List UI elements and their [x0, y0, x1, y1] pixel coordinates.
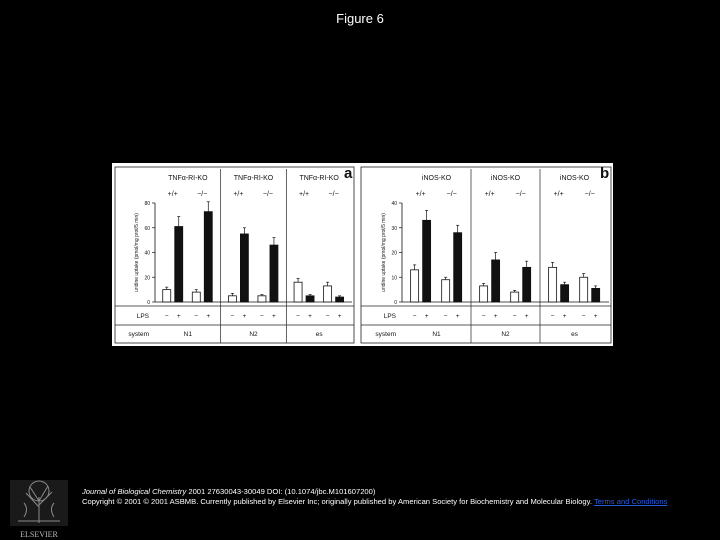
lps-mark: − — [296, 313, 300, 320]
bar — [228, 296, 236, 302]
elsevier-wordmark: ELSEVIER — [20, 530, 58, 539]
genotype-label: +/+ — [484, 191, 495, 198]
genotype-label: −/− — [446, 191, 457, 198]
lps-mark: + — [562, 313, 567, 320]
genotype-label: +/+ — [299, 191, 310, 198]
bar — [192, 292, 200, 302]
lps-mark: − — [443, 313, 448, 320]
genotype-label: +/+ — [233, 191, 244, 198]
lps-mark: + — [455, 313, 460, 320]
y-tick-label: 0 — [394, 300, 397, 306]
citation-journal: Journal of Biological Chemistry — [82, 487, 187, 496]
bar — [580, 277, 588, 302]
system-label: N1 — [432, 331, 441, 338]
y-tick-label: 40 — [391, 201, 397, 207]
citation-block — [82, 487, 702, 506]
lps-row-label: LPS — [383, 313, 396, 320]
group-header: TNFα-RI-KO — [233, 175, 274, 182]
bar — [523, 267, 531, 302]
y-tick-label: 10 — [391, 275, 397, 282]
bar — [411, 270, 419, 302]
y-tick-label: 40 — [144, 250, 150, 257]
bar — [294, 282, 302, 302]
figure-svg — [112, 163, 613, 346]
lps-mark: + — [524, 313, 529, 320]
genotype-label: +/+ — [553, 191, 564, 198]
bar — [324, 286, 332, 302]
lps-mark: + — [206, 313, 211, 320]
system-row-label: system — [128, 331, 149, 338]
bar — [492, 260, 500, 302]
panel-letter: b — [600, 165, 610, 182]
lps-mark: + — [424, 313, 429, 320]
genotype-label: −/− — [197, 191, 208, 198]
lps-mark: − — [412, 313, 417, 320]
lps-mark: − — [512, 313, 517, 320]
bar — [258, 296, 266, 302]
system-label: N2 — [249, 331, 258, 338]
bar — [561, 285, 569, 302]
figure-image — [112, 163, 613, 346]
citation-copyright: Copyright © 2001 © 2001 ASBMB. Currently published by Elsevier Inc; originally published by American Society for Biochemistry and Molecular Biology. — [82, 496, 592, 506]
lps-mark: − — [581, 313, 586, 320]
panel-letter: a — [344, 165, 353, 182]
genotype-label: +/+ — [167, 191, 178, 198]
y-tick-label: 0 — [147, 300, 150, 306]
citation-ref: 2001 27630043-30049 DOI: (10.1074/jbc.M101607200) — [186, 487, 376, 496]
genotype-label: −/− — [262, 191, 274, 198]
y-tick-label: 20 — [144, 275, 150, 282]
system-label: es — [571, 331, 578, 338]
y-axis-label: uridine uptake (pmol/mg prot/5 min) — [134, 213, 140, 292]
group-header: iNOS-KO — [421, 175, 452, 182]
y-tick-label: 30 — [391, 225, 397, 232]
y-tick-label: 20 — [391, 250, 397, 257]
system-label: N1 — [183, 331, 192, 338]
bar — [423, 220, 431, 302]
lps-mark: + — [493, 313, 498, 320]
genotype-label: −/− — [328, 191, 339, 198]
lps-mark: + — [176, 313, 181, 320]
genotype-label: −/− — [584, 191, 595, 198]
group-header: iNOS-KO — [559, 175, 590, 182]
group-header: TNFα-RI-KO — [299, 175, 339, 182]
lps-mark: − — [325, 313, 330, 320]
elsevier-logo — [4, 477, 74, 540]
lps-mark: − — [230, 313, 235, 320]
lps-mark: + — [337, 313, 342, 320]
lps-mark: + — [272, 313, 276, 320]
bar — [270, 245, 278, 302]
bar — [240, 234, 248, 302]
lps-row-label: LPS — [136, 313, 149, 320]
bar — [480, 286, 488, 302]
bar — [204, 212, 212, 302]
bar — [592, 288, 600, 302]
y-tick-label: 80 — [144, 201, 150, 207]
lps-mark: − — [260, 313, 264, 320]
lps-mark: + — [593, 313, 598, 320]
genotype-label: −/− — [515, 191, 526, 198]
y-tick-label: 60 — [144, 225, 150, 232]
lps-mark: − — [481, 313, 486, 320]
group-header: iNOS-KO — [490, 175, 521, 182]
bar — [163, 290, 171, 302]
genotype-label: +/+ — [415, 191, 426, 198]
bar — [336, 297, 344, 302]
bar — [442, 280, 450, 302]
system-label: es — [315, 331, 323, 338]
bar — [511, 292, 519, 302]
page-title: Figure 6 — [336, 11, 384, 26]
y-axis-label: uridine uptake (pmol/mg prot/5 min) — [381, 213, 387, 292]
system-label: N2 — [501, 331, 510, 338]
lps-mark: − — [164, 313, 169, 320]
lps-mark: + — [308, 313, 312, 320]
system-row-label: system — [375, 331, 396, 338]
lps-mark: + — [242, 313, 247, 320]
terms-link[interactable]: Terms and Conditions — [593, 496, 668, 506]
bar — [549, 267, 557, 302]
lps-mark: − — [194, 313, 199, 320]
bar — [454, 233, 462, 302]
bar — [175, 227, 183, 302]
group-header: TNFα-RI-KO — [168, 175, 208, 182]
bar — [306, 296, 314, 302]
lps-mark: − — [550, 313, 555, 320]
